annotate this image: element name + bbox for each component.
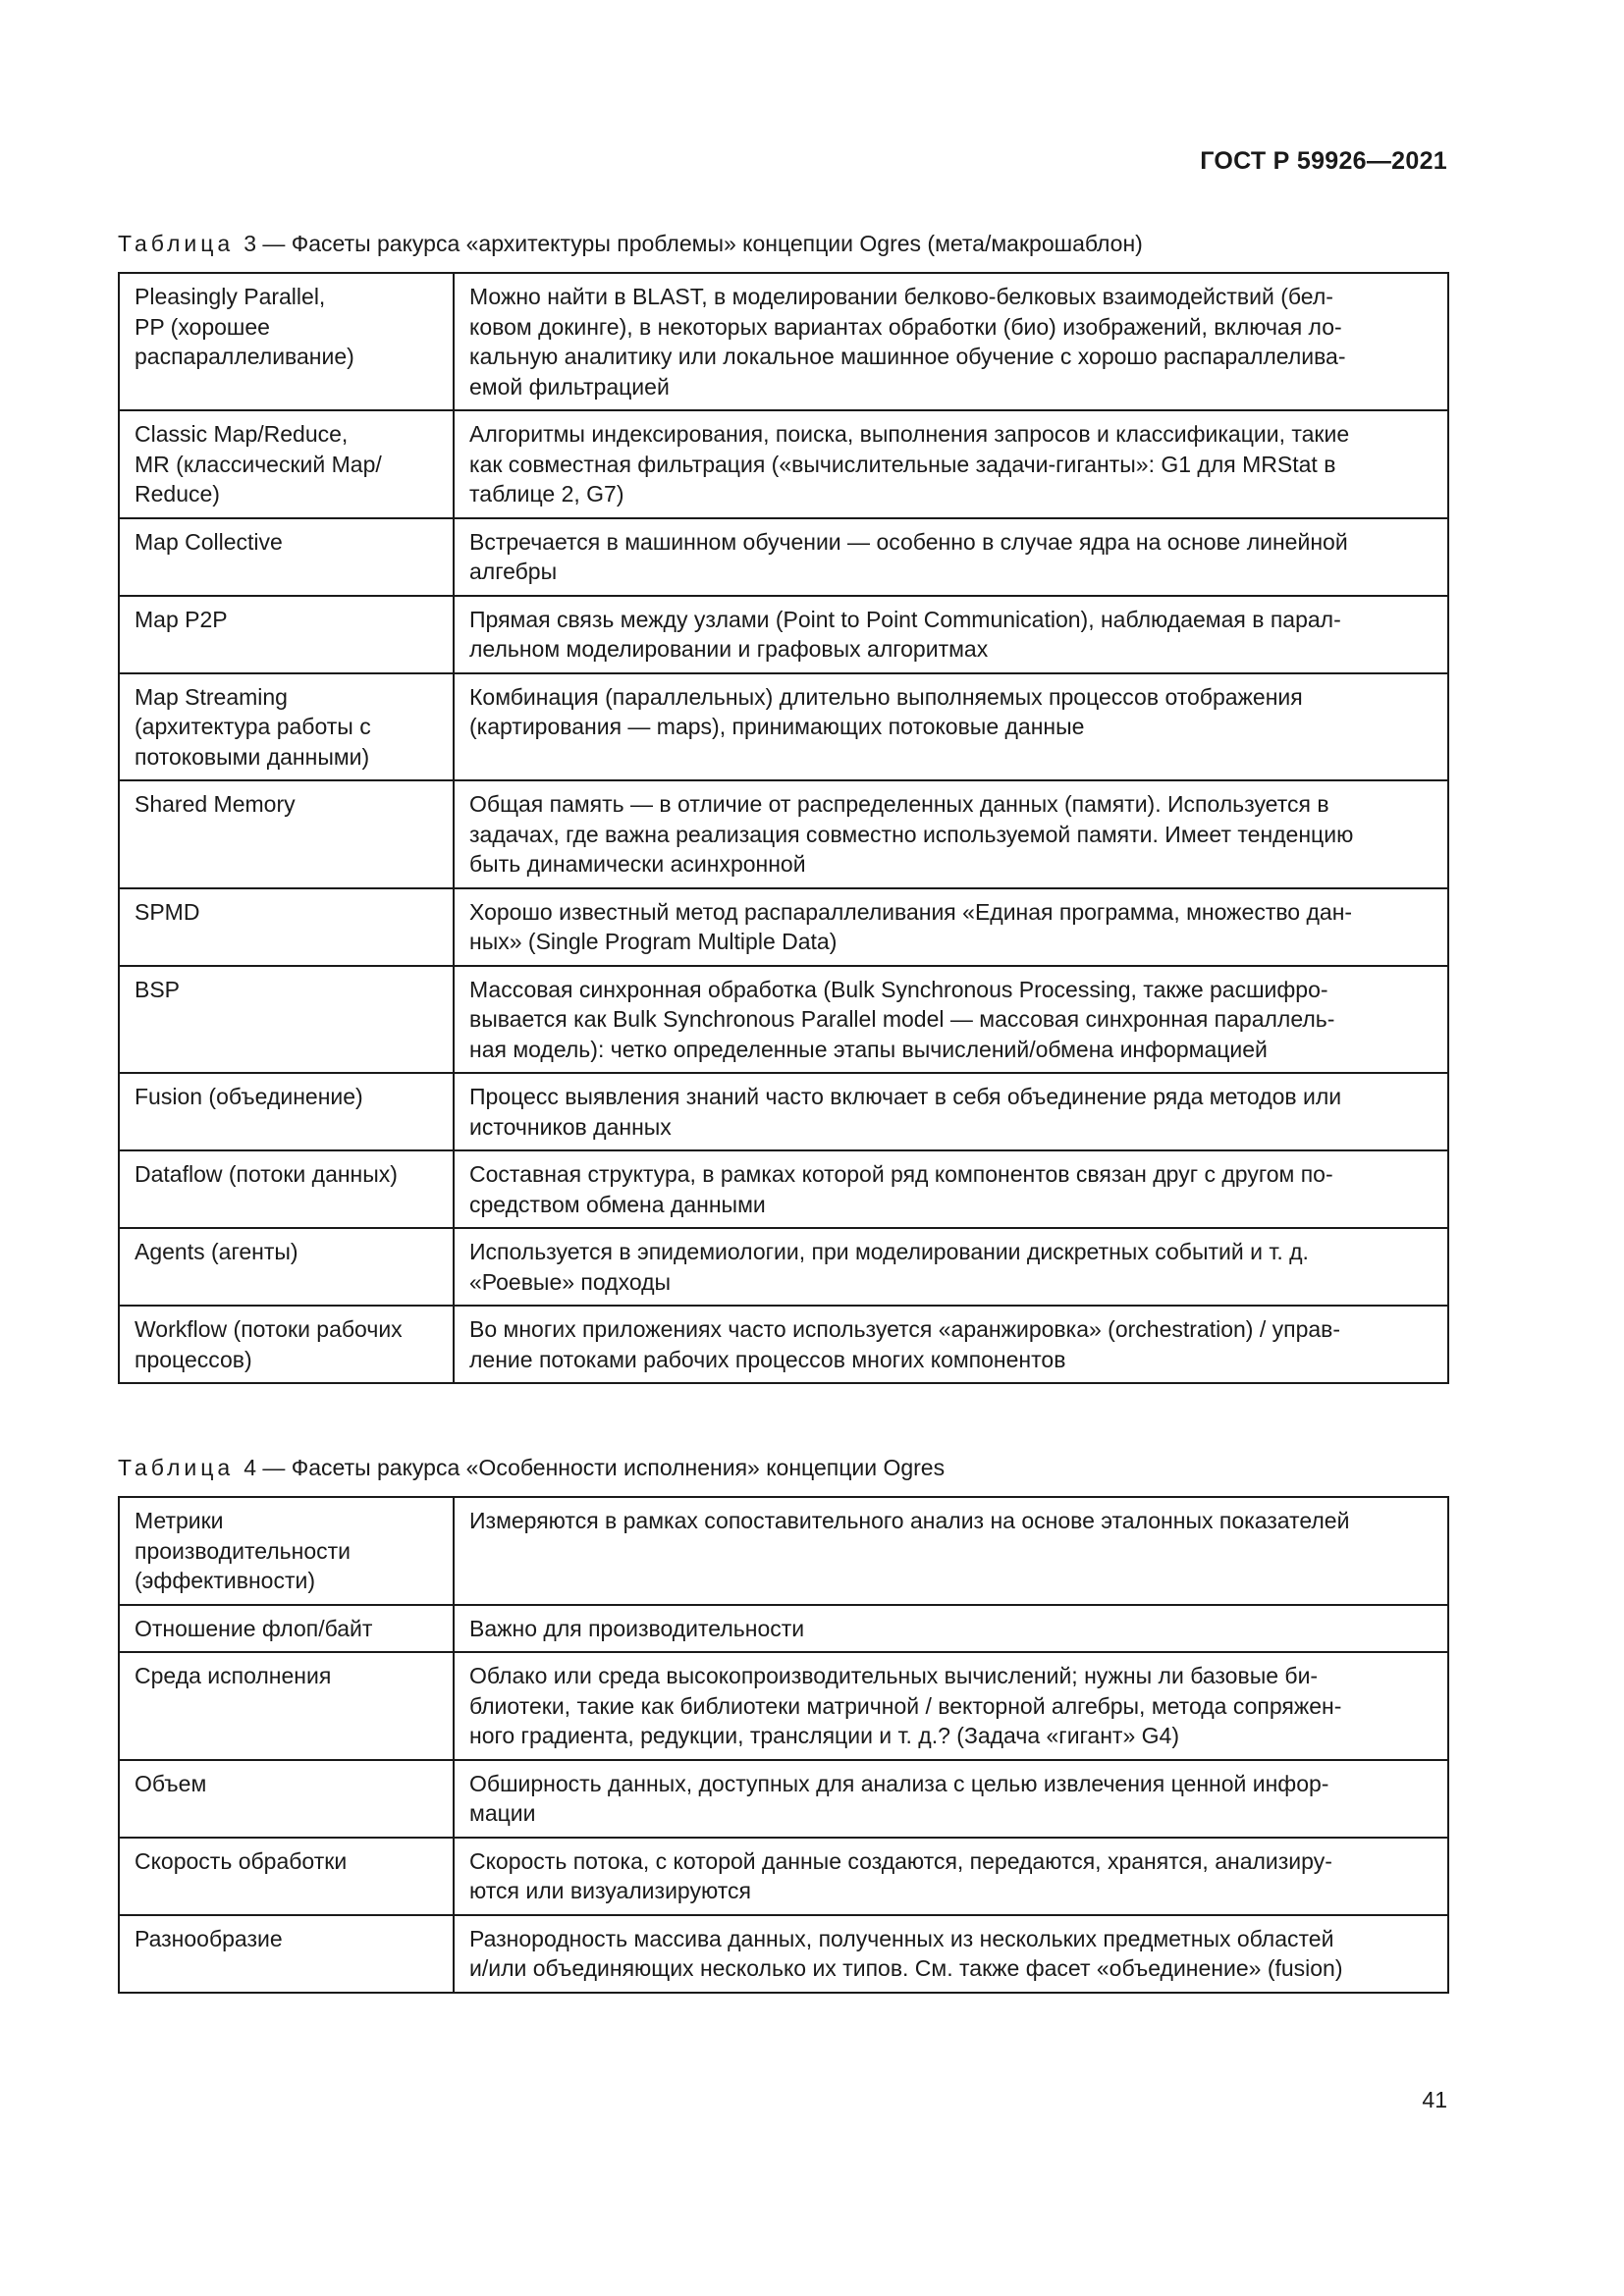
- facet-cell: [119, 1605, 454, 1653]
- facet-name: Map P2P: [135, 606, 228, 632]
- table-4-caption: [118, 1453, 945, 1482]
- description-cell: [454, 273, 1448, 410]
- table-row: [119, 1306, 1448, 1383]
- facet-cell: [119, 1652, 454, 1760]
- description-cell: [454, 1306, 1448, 1383]
- table-3-caption: [118, 229, 1143, 258]
- facet-name: Pleasingly Parallel, PP (хорошее распараллеливание): [135, 284, 354, 369]
- table-row: [119, 1073, 1448, 1150]
- description-cell: [454, 1228, 1448, 1306]
- facet-cell: [119, 1228, 454, 1306]
- facet-name: Объем: [135, 1770, 207, 1796]
- facet-description: Прямая связь между узлами (Point to Point Communication), наблюдаемая в парал- лельном моделировании и графовых алгоритмах: [469, 606, 1341, 662]
- facet-description: Можно найти в BLAST, в моделировании белково-белковых взаимодействий (бел- ковом докинге), в некоторых вариантах обработки (био) изображений, включая ло- кальную аналитику или локальное машинное обучение с хорошо распараллелива- емой фильтрацией: [469, 284, 1346, 400]
- facet-cell: [119, 1838, 454, 1915]
- facet-cell: [119, 1306, 454, 1383]
- description-cell: [454, 673, 1448, 781]
- table-row: [119, 1497, 1448, 1605]
- facet-name: Скорость обработки: [135, 1847, 348, 1874]
- facet-name: Shared Memory: [135, 791, 296, 817]
- table-3: [118, 272, 1449, 1384]
- facet-name: Dataflow (потоки данных): [135, 1161, 398, 1187]
- table-4-caption-prefix: Таблица: [118, 1455, 235, 1480]
- facet-name: Разнообразие: [135, 1925, 283, 1951]
- table-4: [118, 1496, 1449, 1994]
- description-cell: [454, 518, 1448, 596]
- facet-cell: [119, 1073, 454, 1150]
- facet-cell: [119, 1497, 454, 1605]
- facet-description: Во многих приложениях часто используется «аранжировка» (orchestration) / управ- ление потоками рабочих процессов многих компонентов: [469, 1316, 1341, 1372]
- table-row: [119, 596, 1448, 673]
- table-row: [119, 673, 1448, 781]
- facet-description: Облако или среда высокопроизводительных вычислений; нужны ли базовые би- блиотеки, такие как библиотеки матричной / векторной алгебры, метода сопряжен- ного градиента, редукции, трансляции и т. д.? (Задача «гигант» G4): [469, 1663, 1342, 1748]
- facet-cell: [119, 1915, 454, 1993]
- document-standard-number: ГОСТ Р 59926—2021: [1200, 147, 1447, 175]
- table-3-caption-text: 3 — Фасеты ракурса «архитектуры проблемы» концепции Ogres (мета/макрошаблон): [244, 231, 1143, 256]
- facet-description: Составная структура, в рамках которой ряд компонентов связан друг с другом по- средством обмена данными: [469, 1161, 1333, 1217]
- description-cell: [454, 1915, 1448, 1993]
- facet-cell: [119, 966, 454, 1074]
- facet-cell: [119, 273, 454, 410]
- facet-description: Скорость потока, с которой данные создаются, передаются, хранятся, анализиру- ются или визуализируются: [469, 1847, 1332, 1903]
- table-row: [119, 1915, 1448, 1993]
- description-cell: [454, 410, 1448, 518]
- facet-cell: [119, 673, 454, 781]
- table-row: [119, 273, 1448, 410]
- facet-description: Важно для производительности: [469, 1615, 805, 1641]
- table-row: [119, 966, 1448, 1074]
- facet-cell: [119, 780, 454, 888]
- table-row: [119, 1838, 1448, 1915]
- description-cell: [454, 1652, 1448, 1760]
- facet-name: Map Streaming (архитектура работы с потоковыми данными): [135, 683, 371, 770]
- table-3-caption-prefix: Таблица: [118, 231, 235, 256]
- facet-name: BSP: [135, 976, 181, 1002]
- facet-description: Разнородность массива данных, полученных из нескольких предметных областей и/или объединяющих несколько их типов. См. также фасет «объединение» (fusion): [469, 1925, 1343, 1981]
- facet-name: SPMD: [135, 898, 200, 925]
- table-row: [119, 780, 1448, 888]
- facet-name: Classic Map/Reduce, MR (классический Map/ Reduce): [135, 421, 382, 507]
- facet-cell: [119, 410, 454, 518]
- table-row: [119, 1760, 1448, 1838]
- facet-name: Map Collective: [135, 528, 283, 555]
- facet-description: Комбинация (параллельных) длительно выполняемых процессов отображения (картирования — maps), принимающих потоковые данные: [469, 683, 1303, 739]
- facet-cell: [119, 1150, 454, 1228]
- description-cell: [454, 1497, 1448, 1605]
- description-cell: [454, 1838, 1448, 1915]
- facet-name: Среда исполнения: [135, 1663, 332, 1688]
- facet-name: Метрики производительности (эффективности): [135, 1508, 352, 1593]
- facet-name: Agents (агенты): [135, 1239, 298, 1264]
- facet-cell: [119, 596, 454, 673]
- facet-cell: [119, 888, 454, 966]
- facet-cell: [119, 518, 454, 596]
- facet-name: Workflow (потоки рабочих процессов): [135, 1316, 403, 1372]
- description-cell: [454, 888, 1448, 966]
- description-cell: [454, 1760, 1448, 1838]
- facet-description: Измеряются в рамках сопоставительного анализ на основе эталонных показателей: [469, 1508, 1350, 1533]
- table-row: [119, 1228, 1448, 1306]
- description-cell: [454, 780, 1448, 888]
- facet-description: Хорошо известный метод распараллеливания «Единая программа, множество дан- ных» (Single Program Multiple Data): [469, 898, 1353, 954]
- description-cell: [454, 1150, 1448, 1228]
- facet-description: Обширность данных, доступных для анализа с целью извлечения ценной инфор- мации: [469, 1770, 1329, 1826]
- table-row: [119, 888, 1448, 966]
- table-row: [119, 518, 1448, 596]
- table-row: [119, 410, 1448, 518]
- facet-description: Общая память — в отличие от распределенных данных (памяти). Используется в задачах, где важна реализация совместно используемой памяти. Имеет тенденцию быть динамически асинхронной: [469, 791, 1354, 877]
- facet-name: Отношение флоп/байт: [135, 1615, 373, 1641]
- table-row: [119, 1605, 1448, 1653]
- description-cell: [454, 1073, 1448, 1150]
- table-4-caption-text: 4 — Фасеты ракурса «Особенности исполнения» концепции Ogres: [244, 1455, 946, 1480]
- table-row: [119, 1652, 1448, 1760]
- description-cell: [454, 966, 1448, 1074]
- table-row: [119, 1150, 1448, 1228]
- facet-description: Алгоритмы индексирования, поиска, выполнения запросов и классификации, такие как совместная фильтрация («вычислительные задачи-гиганты»: G1 для MRStat в таблице 2, G7): [469, 421, 1350, 507]
- facet-description: Процесс выявления знаний часто включает в себя объединение ряда методов или источников данных: [469, 1084, 1342, 1140]
- facet-cell: [119, 1760, 454, 1838]
- facet-description: Используется в эпидемиологии, при моделировании дискретных событий и т. д. «Роевые» подходы: [469, 1239, 1309, 1295]
- facet-description: Встречается в машинном обучении — особенно в случае ядра на основе линейной алгебры: [469, 528, 1348, 584]
- description-cell: [454, 596, 1448, 673]
- facet-name: Fusion (объединение): [135, 1084, 363, 1109]
- facet-description: Массовая синхронная обработка (Bulk Synchronous Processing, также расшифро- вывается как Bulk Synchronous Parallel model — массовая синхронная параллель- ная модель): четко определенные этапы вычислений/обмена информацией: [469, 976, 1335, 1062]
- page-number: 41: [1422, 2087, 1447, 2112]
- description-cell: [454, 1605, 1448, 1653]
